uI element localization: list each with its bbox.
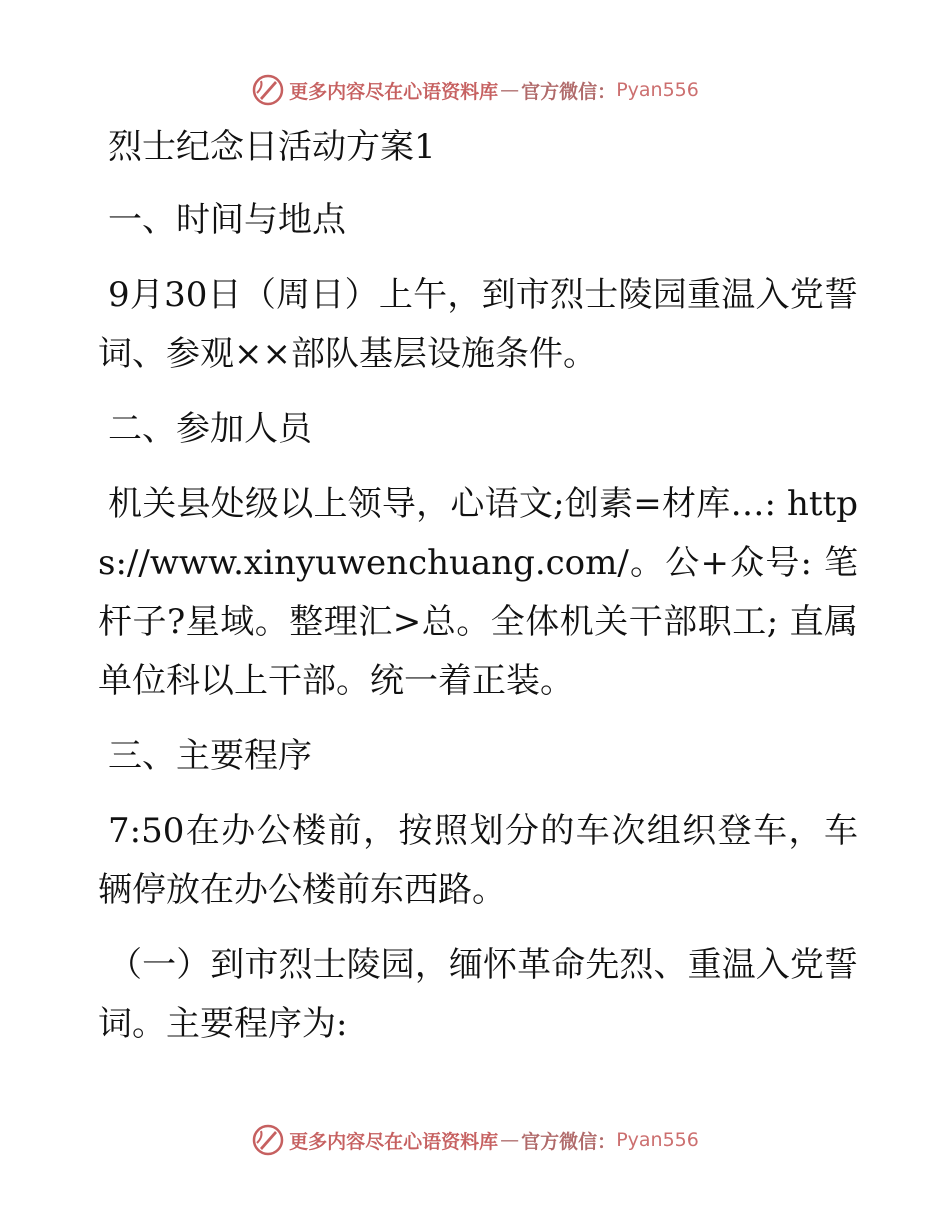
- paragraph: 机关县处级以上领导，心语文;创素=材库…: https://www.xinyuwenchuang.com/。公+众号: 笔杆子?星域。整理汇>总。全体机关干部职工; 直属单位科以上干部。统一着正装。: [98, 484, 858, 701]
- paragraph: （一）到市烈士陵园，缅怀革命先烈、重温入党誓词。主要程序为:: [98, 945, 858, 1044]
- document-body: [98, 118, 858, 1070]
- watermark-site-text: 更多内容尽在心语资料库: [289, 1130, 499, 1153]
- watermark-separator: —: [500, 1129, 520, 1151]
- paragraph: 7:50在办公楼前，按照划分的车次组织登车，车辆停放在办公楼前东西路。: [98, 811, 858, 910]
- watermark-site-text: 更多内容尽在心语资料库: [289, 80, 499, 103]
- section-heading: 一、时间与地点: [108, 200, 346, 240]
- document-title: 烈士纪念日活动方案1: [108, 127, 436, 167]
- quill-pen-icon: [251, 1123, 285, 1157]
- watermark-official-label: 官方微信：: [521, 1130, 617, 1153]
- section-heading: 二、参加人员: [108, 409, 312, 449]
- watermark-official-label: 官方微信：: [521, 80, 617, 103]
- watermark-wechat-id: Pyan556: [616, 79, 699, 101]
- paragraph: 9月30日（周日）上午，到市烈士陵园重温入党誓词、参观××部队基层设施条件。: [98, 275, 858, 374]
- watermark-footer: [0, 1120, 950, 1160]
- watermark-header: [0, 70, 950, 110]
- quill-pen-icon: [251, 73, 285, 107]
- watermark-wechat-id: Pyan556: [616, 1129, 699, 1151]
- watermark-separator: —: [500, 79, 520, 101]
- section-heading: 三、主要程序: [108, 736, 312, 776]
